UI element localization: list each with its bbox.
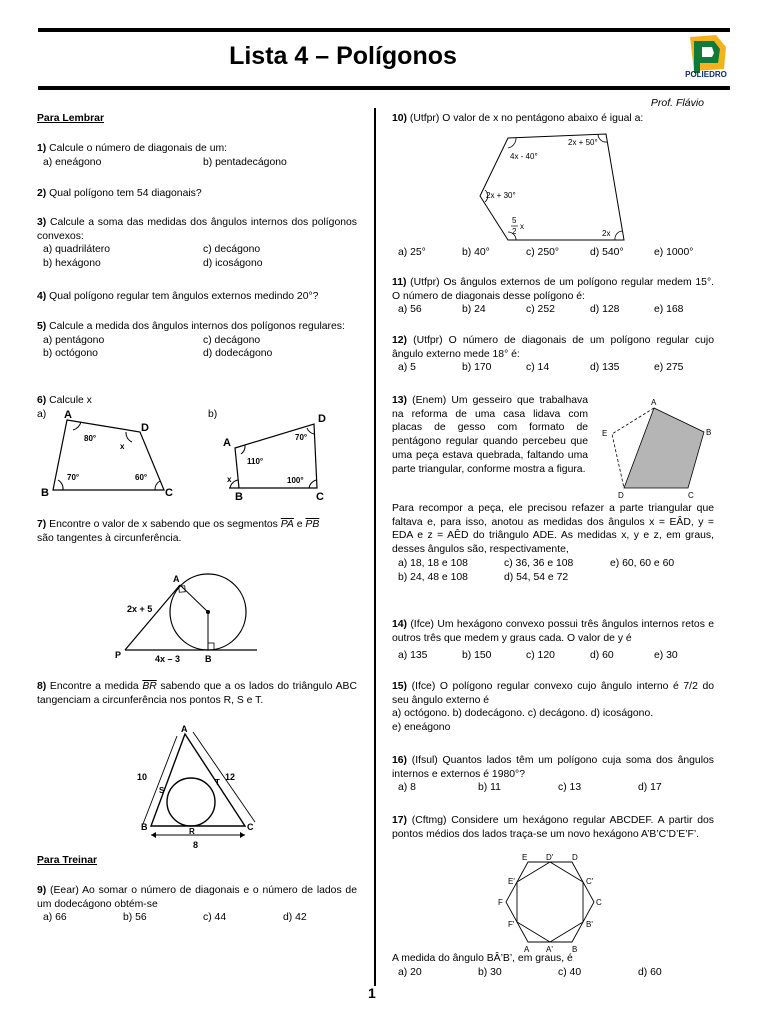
svg-text:A: A <box>181 724 188 734</box>
svg-text:B: B <box>235 491 243 500</box>
q6b-quadrilateral-figure <box>221 408 341 500</box>
svg-text:x: x <box>227 475 232 484</box>
svg-text:A: A <box>223 437 231 449</box>
question-17: 17) (Cftmg) Considere um hexágono regular ABCDEF. A partir dos pontos médios dos lados traça-se um novo hexágono A’B’C’D’E’F’. <box>392 815 714 840</box>
q10-pentagon-figure <box>472 132 652 244</box>
svg-text:P: P <box>115 650 122 660</box>
question-17-prompt: A medida do ângulo BÂ’B’, em graus, é a) 20 b) 30 c) 40 d) 60 <box>392 953 662 978</box>
svg-text:A: A <box>524 945 530 954</box>
svg-text:A: A <box>651 398 657 407</box>
svg-text:2x + 30°: 2x + 30° <box>486 191 516 200</box>
question-2: 2) Qual polígono tem 54 diagonais? <box>37 188 202 199</box>
author: Prof. Flávio <box>650 97 704 109</box>
question-16: 16) (Ifsul) Quantos lados têm um polígono cuja soma dos ângulos internos e externos é 1980°? a) 8 b) 11 c) 13 d) 17 <box>392 755 714 794</box>
question-10: 10) (Utfpr) O valor de x no pentágono abaixo é igual a: <box>392 113 644 124</box>
page-number: 1 <box>368 985 376 1001</box>
q8-incircle-figure <box>137 722 277 850</box>
svg-text:T: T <box>215 778 220 787</box>
logo-text: POLIEDRO <box>685 70 727 79</box>
svg-text:110°: 110° <box>247 457 264 466</box>
question-8: 8) Encontre a medida $\overline{BR}$ sabendo que a os lados do triângulo ABC tangenciam a circunferência nos pontos R, S e T. <box>37 681 357 706</box>
question-1: 1) Calcule o número de diagonais de um: a) eneágono b) pentadecágono <box>37 143 287 168</box>
svg-text:70°: 70° <box>295 433 308 442</box>
svg-text:2x: 2x <box>602 229 611 238</box>
svg-text:100°: 100° <box>287 476 304 485</box>
svg-text:60°: 60° <box>135 473 148 482</box>
svg-text:B: B <box>706 428 712 437</box>
svg-text:E: E <box>602 429 608 438</box>
question-6: 6) Calcule x a) b) <box>37 395 218 420</box>
question-13-wrap: 13) (Enem) Um gesseiro que trabalhava na reforma de uma casa lidava com placas de gesso com formato de pentágono regular quando percebeu que uma peça estava quebrada, faltando uma parte triangular, conforme mostra a figura. <box>392 395 588 475</box>
svg-text:C: C <box>247 822 254 832</box>
question-10-options: a) 25° b) 40° c) 250° d) 540° e) 1000° <box>398 247 694 258</box>
svg-text:B: B <box>205 654 212 664</box>
svg-text:x: x <box>120 442 125 451</box>
svg-text:10: 10 <box>137 772 148 782</box>
svg-text:8: 8 <box>193 840 199 850</box>
svg-text:D: D <box>141 422 149 434</box>
svg-text:B: B <box>141 822 148 832</box>
svg-text:E': E' <box>508 877 515 886</box>
svg-text:C: C <box>688 491 694 500</box>
svg-text:5: 5 <box>512 216 517 225</box>
train-heading: Para Treinar <box>37 855 98 866</box>
svg-text:A: A <box>173 574 180 584</box>
svg-text:B: B <box>41 487 49 499</box>
q17-hexagon-figure <box>498 854 608 954</box>
q13-pentagon-figure <box>598 394 714 502</box>
svg-text:2: 2 <box>512 227 517 236</box>
column-divider <box>374 108 376 986</box>
svg-text:B: B <box>572 945 578 954</box>
svg-text:F: F <box>498 898 503 907</box>
svg-text:C: C <box>316 491 324 500</box>
svg-text:4x - 40°: 4x - 40° <box>510 152 538 161</box>
question-15: 15) (Ifce) O polígono regular convexo cujo ângulo interno é 7/2 do seu ângulo externo é a) octógono. b) dodecágono. c) decágono. d) icoságono. e) eneágono <box>392 681 714 734</box>
svg-text:A: A <box>64 409 72 421</box>
svg-text:2x + 5: 2x + 5 <box>127 604 153 614</box>
svg-text:C: C <box>596 898 602 907</box>
svg-text:80°: 80° <box>84 434 97 443</box>
question-4: 4) Qual polígono regular tem ângulos externos medindo 20°? <box>37 291 319 302</box>
svg-text:4x – 3: 4x – 3 <box>155 654 181 664</box>
svg-text:70°: 70° <box>67 473 80 482</box>
q6a-quadrilateral-figure <box>37 408 177 500</box>
question-14: 14) (Ifce) Um hexágono convexo possui três ângulos internos retos e outros três que medem y graus cada. O valor de y é a) 135 b) 150 c) 120 d) 60 e) 30 <box>392 619 714 662</box>
svg-text:D: D <box>572 854 578 862</box>
svg-text:2x + 50°: 2x + 50° <box>568 138 598 147</box>
question-7: 7) Encontre o valor de x sabendo que os segmentos $\overline{PA}$ e $\overline{PB}$ são tangentes à circunferência. <box>37 519 320 544</box>
header-bottom-rule <box>38 86 730 90</box>
svg-text:B': B' <box>586 920 593 929</box>
svg-text:D: D <box>618 491 624 500</box>
question-9: 9) (Eear) Ao somar o número de diagonais e o número de lados de um dodecágono obtém-se a) 66 b) 56 c) 44 d) 42 <box>37 885 357 924</box>
header-top-rule <box>38 28 730 32</box>
svg-text:A': A' <box>546 945 553 954</box>
question-12: 12) (Utfpr) O número de diagonais de um polígono regular cujo ângulo externo mede 18° é: a) 5 b) 170 c) 14 d) 135 e) 275 <box>392 335 714 374</box>
svg-text:R: R <box>189 827 195 836</box>
question-13-rest: Para recompor a peça, ele precisou refazer a parte triangular que faltava e, para isso, anotou as medidas dos ângulos x = EÂD, y = EDA e z = AÊD do triângulo ADE. As medidas x, y e z, em graus, desses ângulos são, respectivamente, a) 18, 18 e 108 c) 36, 36 e 108 e) 60, 60 e 60 b) 24, 48 e 108 d) 54, 54 e 72 <box>392 503 714 583</box>
svg-text:D': D' <box>546 854 554 862</box>
remember-heading: Para Lembrar <box>37 113 104 124</box>
svg-text:C': C' <box>586 877 594 886</box>
question-11: 11) (Utfpr) Os ângulos externos de um polígono regular medem 15°. O número de diagonais desse polígono é: a) 56 b) 24 c) 252 d) 128 e) 168 <box>392 277 714 316</box>
q7-tangent-circle-figure <box>115 568 295 664</box>
svg-text:x: x <box>520 222 524 231</box>
question-5: 5) Calcule a medida dos ângulos internos dos polígonos regulares: a) pentágono c) decágono b) octógono d) dodecágono <box>37 321 345 360</box>
svg-text:F': F' <box>508 920 515 929</box>
svg-text:D: D <box>318 413 326 425</box>
page-title: Lista 4 – Polígonos <box>229 42 457 70</box>
svg-text:12: 12 <box>225 772 236 782</box>
question-3: 3) Calcule a soma das medidas dos ângulos internos dos polígonos convexos: a) quadrilátero c) decágono b) hexágono d) icoságono <box>37 217 357 270</box>
svg-text:S: S <box>159 786 165 795</box>
svg-text:C: C <box>165 487 173 499</box>
svg-text:E: E <box>522 854 528 862</box>
